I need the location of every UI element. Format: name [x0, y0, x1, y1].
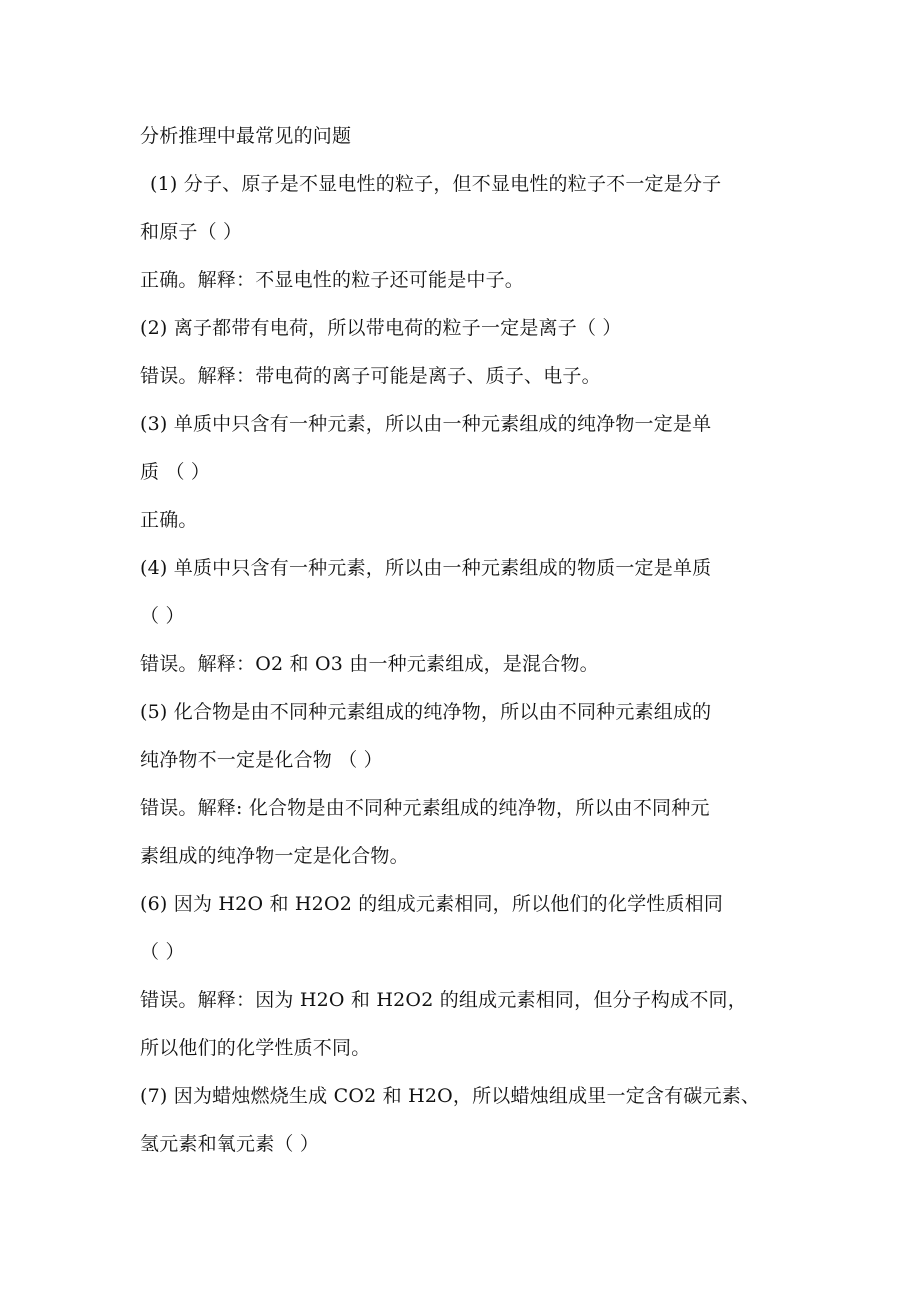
text-line: (2) 离子都带有电荷，所以带电荷的粒子一定是离子（ ） — [140, 317, 622, 339]
text-line: (5) 化合物是由不同种元素组成的纯净物，所以由不同种元素组成的 — [140, 701, 712, 723]
document-body — [140, 118, 782, 1174]
answer-line: 正确。 — [140, 509, 198, 531]
text-line: 质 （ ） — [140, 461, 211, 483]
text-line: (6) 因为 H2O 和 H2O2 的组成元素相同，所以他们的化学性质相同 — [140, 893, 724, 915]
document-title: 分析推理中最常见的问题 — [140, 125, 352, 147]
answer-line: 正确。解释：不显电性的粒子还可能是中子。 — [140, 269, 525, 291]
answer-line: 素组成的纯净物一定是化合物。 — [140, 845, 409, 867]
answer-line: 错误。解释：带电荷的离子可能是离子、质子、电子。 — [140, 365, 601, 387]
text-line: （ ） — [140, 605, 185, 627]
text-line: (3) 单质中只含有一种元素，所以由一种元素组成的纯净物一定是单 — [140, 413, 712, 435]
text-line: (7) 因为蜡烛燃烧生成 CO2 和 H2O，所以蜡烛组成里一定含有碳元素、 — [140, 1085, 761, 1107]
answer-line: 错误。解释：O2 和 O3 由一种元素组成，是混合物。 — [140, 653, 599, 675]
text-line: 纯净物不一定是化合物 （ ） — [140, 749, 383, 771]
text-line: （ ） — [140, 941, 185, 963]
answer-line: 错误。解释: 化合物是由不同种元素组成的纯净物，所以由不同种元 — [140, 797, 710, 819]
text-line: 和原子（ ） — [140, 221, 243, 243]
answer-line: 所以他们的化学性质不同。 — [140, 1037, 371, 1059]
text-line: (1) 分子、原子是不显电性的粒子，但不显电性的粒子不一定是分子 — [150, 173, 722, 195]
text-line: (4) 单质中只含有一种元素，所以由一种元素组成的物质一定是单质 — [140, 557, 712, 579]
text-line: 氢元素和氧元素（ ） — [140, 1133, 320, 1155]
answer-line: 错误。解释：因为 H2O 和 H2O2 的组成元素相同，但分子构成不同， — [140, 989, 747, 1011]
